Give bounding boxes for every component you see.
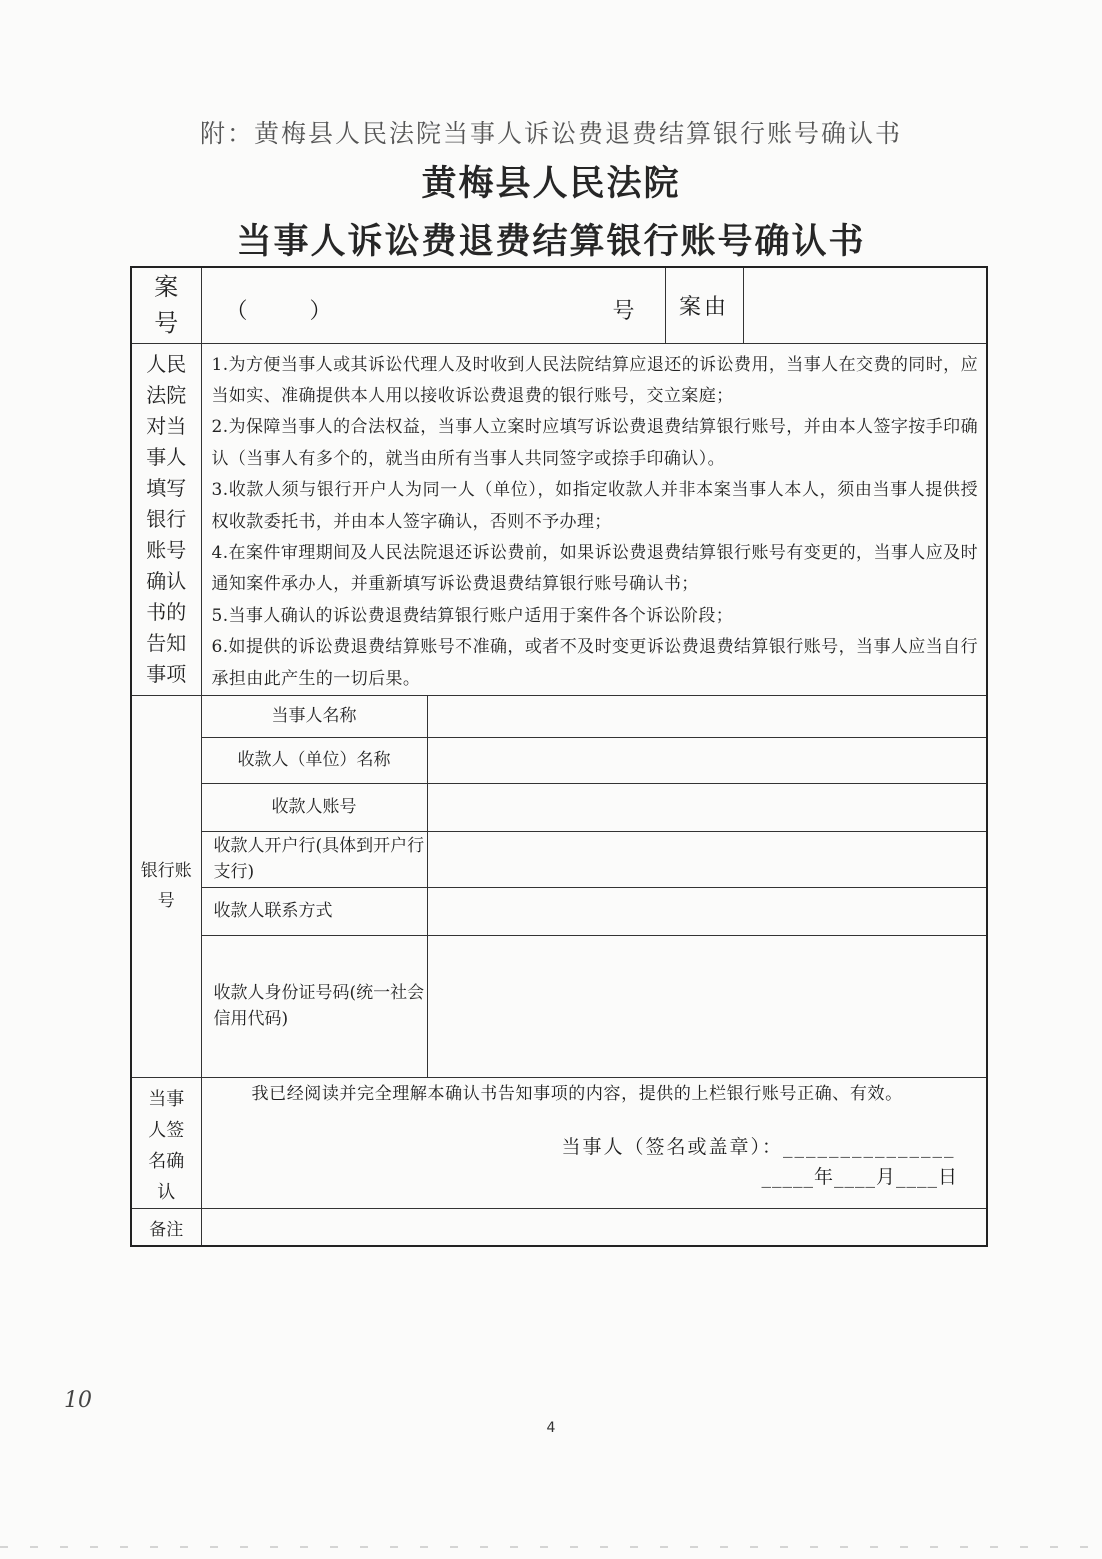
- remark-label: 备注: [131, 1208, 201, 1246]
- case-number-label: 案号: [131, 267, 201, 343]
- court-title: 黄梅县人民法院: [421, 163, 681, 204]
- notice-item: 1.为方便当事人或其诉讼代理人及时收到人民法院结算应退还的诉讼费用，当事人在交费的同时，应当如实、准确提供本人用以接收诉讼费退费的银行账号，交立案庭；: [211, 354, 978, 406]
- case-year-paren-right: ）: [309, 299, 332, 324]
- notice-item: 5.当事人确认的诉讼费退费结算银行账户适用于案件各个诉讼阶段；: [211, 605, 734, 626]
- handwritten-mark: 10: [64, 1388, 92, 1413]
- payee-name-label: 收款人（单位）名称: [201, 737, 427, 783]
- party-name-label: 当事人名称: [201, 695, 427, 737]
- signature-date-line[interactable]: _____年____月____日: [761, 1165, 959, 1188]
- payee-contact-label: 收款人联系方式: [201, 887, 427, 935]
- case-year-paren-left: （: [225, 299, 248, 324]
- signature-row: [131, 1077, 987, 1208]
- bank-row-payee-bank: [131, 831, 987, 887]
- payee-account-field[interactable]: [427, 783, 987, 831]
- notice-item: 6.如提供的诉讼费退费结算账号不准确，或者不及时变更诉讼费退费结算银行账号，当事人应当自行承担由此产生的一切后果。: [211, 637, 978, 689]
- payee-name-field[interactable]: [427, 737, 987, 783]
- payee-contact-field[interactable]: [427, 887, 987, 935]
- signature-label: 当事人签名确认: [131, 1077, 201, 1208]
- payee-bank-label: 收款人开户行(具体到开户行支行): [201, 831, 427, 887]
- scan-noise-line: [0, 1546, 1102, 1548]
- remark-field[interactable]: [201, 1208, 987, 1246]
- form-title: 当事人诉讼费退费结算银行账号确认书: [236, 221, 866, 262]
- confirmation-statement: 我已经阅读并完全理解本确认书告知事项的内容，提供的上栏银行账号正确、有效。: [251, 1083, 903, 1104]
- case-cause-label: 案由: [665, 267, 743, 343]
- notice-item: 2.为保障当事人的合法权益，当事人立案时应填写诉讼费退费结算银行账号，并由本人签字按手印确认（当事人有多个的，就当由所有当事人共同签字或捺手印确认）。: [211, 417, 978, 469]
- bank-row-payee-contact: [131, 887, 987, 935]
- bank-row-payee-id: [131, 935, 987, 1077]
- notice-content: [201, 343, 987, 695]
- payee-id-field[interactable]: [427, 935, 987, 1077]
- notice-row: [131, 343, 987, 695]
- bank-row-party-name: [131, 695, 987, 737]
- party-name-field[interactable]: [427, 695, 987, 737]
- case-number-field[interactable]: [201, 267, 665, 343]
- payee-bank-field[interactable]: [427, 831, 987, 887]
- attachment-caption: 附：黄梅县人民法院当事人诉讼费退费结算银行账号确认书: [199, 119, 902, 148]
- confirmation-form-table: [130, 266, 988, 1247]
- notice-item: 3.收款人须与银行开户人为同一人（单位），如指定收款人并非本案当事人本人，须由当事人提供授权收款委托书，并由本人签字确认，否则不予办理；: [211, 480, 978, 532]
- payee-account-label: 收款人账号: [201, 783, 427, 831]
- case-number-row: [131, 267, 987, 343]
- notice-label: 人民法院对当事人填写银行账号确认书的告知事项: [131, 343, 201, 695]
- payee-id-label: 收款人身份证号码(统一社会信用代码): [201, 935, 427, 1077]
- bank-row-payee-name: [131, 737, 987, 783]
- signature-content[interactable]: [201, 1077, 987, 1208]
- case-cause-field[interactable]: [743, 267, 987, 343]
- bank-account-label: 银行账号: [131, 695, 201, 1077]
- remark-row: [131, 1208, 987, 1246]
- page-number: 4: [546, 1420, 556, 1436]
- case-number-suffix: 号: [612, 299, 635, 324]
- notice-item: 4.在案件审理期间及人民法院退还诉讼费前，如果诉讼费退费结算银行账号有变更的，当事人应及时通知案件承办人，并重新填写诉讼费退费结算银行账号确认书；: [211, 542, 978, 595]
- party-signature-line[interactable]: 当事人（签名或盖章）：_______________: [561, 1135, 956, 1158]
- bank-row-payee-account: [131, 783, 987, 831]
